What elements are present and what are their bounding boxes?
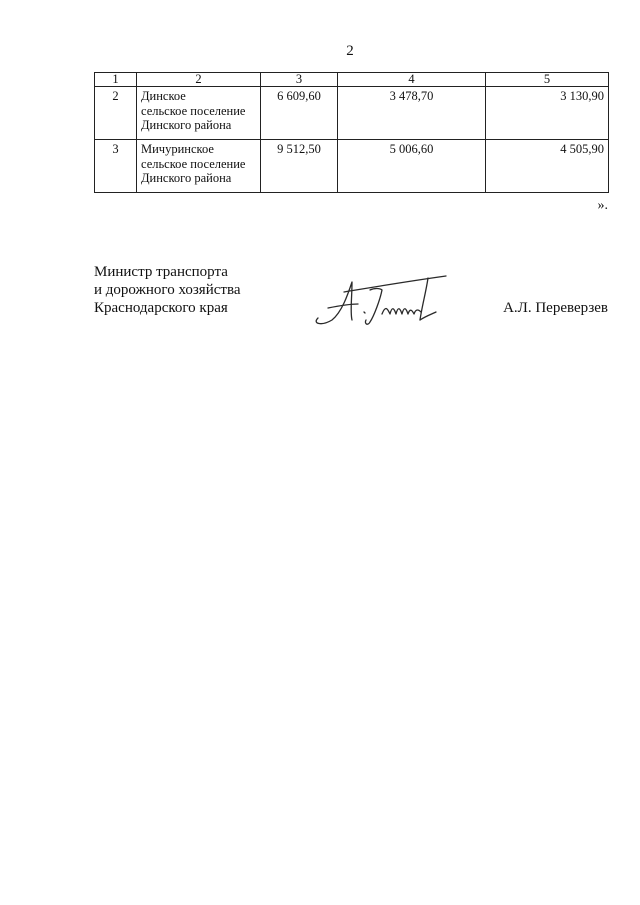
- value-cell-col5: 3 130,90: [486, 87, 609, 140]
- signature-stroke: [365, 289, 382, 325]
- page-number: 2: [346, 43, 354, 59]
- table-header-cell: 2: [137, 73, 261, 87]
- settlement-name-cell: [137, 140, 261, 193]
- signature-stroke: [344, 276, 446, 292]
- table-row: [95, 87, 609, 140]
- signature-stroke: [420, 278, 428, 320]
- table-row: [95, 140, 609, 193]
- table-header-cell: 3: [261, 73, 338, 87]
- value-cell-col4: 5 006,60: [338, 140, 486, 193]
- settlement-name-line: Динское: [141, 89, 186, 103]
- settlement-name-line: сельское поселение: [141, 156, 246, 171]
- value-cell-col4: 3 478,70: [338, 87, 486, 140]
- signatory-title: [94, 263, 241, 317]
- closing-quote: ».: [597, 198, 608, 213]
- settlement-name-line: Динского района: [141, 171, 232, 185]
- signature-stroke: [382, 309, 421, 314]
- settlement-name-line: Динского района: [141, 118, 232, 132]
- row-number-cell: 3: [95, 140, 137, 193]
- signatory-title-line: Краснодарского края: [94, 300, 228, 316]
- data-table: [94, 72, 609, 193]
- table-header-cell: 5: [486, 73, 609, 87]
- value-cell-col3: 9 512,50: [261, 140, 338, 193]
- value-cell-col5: 4 505,90: [486, 140, 609, 193]
- signatory-name: А.Л. Переверзев: [503, 300, 608, 316]
- table-header-row: [95, 73, 609, 87]
- table-header-cell: 4: [338, 73, 486, 87]
- signatory-title-line: и дорожного хозяйства: [94, 282, 241, 298]
- table-header-cell: 1: [95, 73, 137, 87]
- settlement-name-cell: [137, 87, 261, 140]
- signature-stroke: [420, 312, 436, 320]
- value-cell-col3: 6 609,60: [261, 87, 338, 140]
- handwritten-signature: [308, 268, 458, 332]
- settlement-name-line: Мичуринское: [141, 142, 214, 156]
- settlement-name-line: сельское поселение: [141, 103, 246, 118]
- signature-stroke: [316, 282, 352, 324]
- signatory-title-line: Министр транспорта: [94, 264, 228, 280]
- signature-stroke: [364, 312, 365, 313]
- row-number-cell: 2: [95, 87, 137, 140]
